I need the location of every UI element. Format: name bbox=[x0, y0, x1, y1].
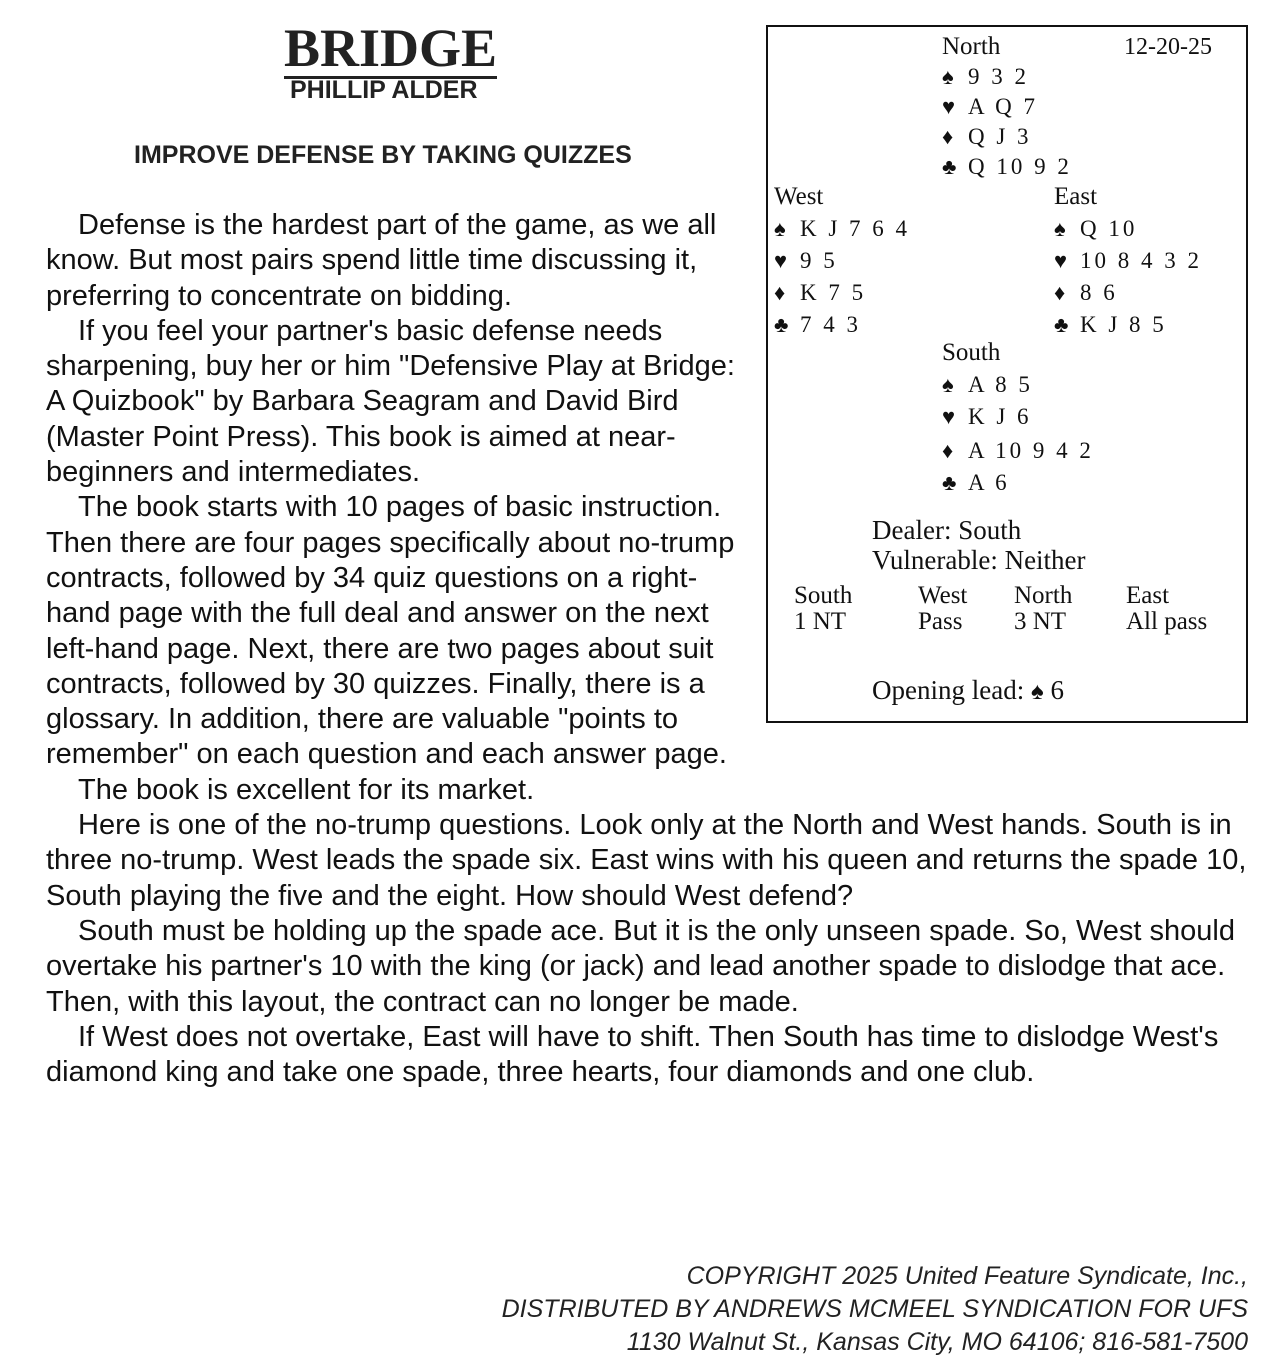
west-spades: ♠ K J 7 6 4 bbox=[774, 216, 911, 241]
heart-icon: ♥ bbox=[942, 404, 956, 429]
west-clubs: ♣ 7 4 3 bbox=[774, 312, 861, 337]
diamond-icon: ♦ bbox=[942, 438, 954, 463]
west-diamonds: ♦ K 7 5 bbox=[774, 280, 867, 305]
paragraph: The book starts with 10 pages of basic instruction. Then there are four pages specifically about no-trump contracts, followed by 34 quiz questions on a right-hand page with the full deal and answer on the next left-hand page. Next, there are two pages about suit contracts, followed by 30 quizzes. Finally, there is a glossary. In addition, there are valuable "points to remember" on each question and each answer page. bbox=[46, 491, 735, 771]
east-clubs: ♣ K J 8 5 bbox=[1054, 312, 1167, 337]
club-icon: ♣ bbox=[942, 154, 957, 179]
club-icon: ♣ bbox=[774, 312, 789, 337]
north-hearts: ♥ A Q 7 bbox=[942, 94, 1038, 119]
author-byline: PHILLIP ALDER bbox=[290, 76, 478, 104]
auction-call: 3 NT bbox=[1014, 608, 1067, 635]
spade-icon: ♠ bbox=[942, 64, 954, 89]
heart-icon: ♥ bbox=[774, 248, 788, 273]
paragraph: The book is excellent for its market. bbox=[78, 773, 535, 806]
diamond-icon: ♦ bbox=[1054, 280, 1066, 305]
deal-date: 12-20-25 bbox=[1124, 34, 1212, 60]
club-icon: ♣ bbox=[1054, 312, 1069, 337]
south-diamonds: ♦ A 10 9 4 2 bbox=[942, 438, 1094, 463]
heart-icon: ♥ bbox=[942, 94, 956, 119]
east-hearts: ♥ 10 8 4 3 2 bbox=[1054, 248, 1202, 273]
south-hearts: ♥ K J 6 bbox=[942, 404, 1032, 429]
east-spades: ♠ Q 10 bbox=[1054, 216, 1138, 241]
paragraph: If you feel your partner's basic defense needs sharpening, buy her or him "Defensive Play at Bridge: A Quizbook" by Barbara Seagram and David Bird (Master Point Press). This book is aimed at near-beginners and intermediates. bbox=[46, 314, 735, 489]
paragraph: Here is one of the no-trump questions. Look only at the North and West hands. South is in three no-trump. West leads the spade six. East wins with his queen and returns the spade 10, South playing the five and the eight. How should West defend? bbox=[46, 809, 1247, 912]
north-diamonds: ♦ Q J 3 bbox=[942, 124, 1032, 149]
spade-icon: ♠ bbox=[774, 216, 786, 241]
east-diamonds: ♦ 8 6 bbox=[1054, 280, 1118, 305]
opening-lead-card: 6 bbox=[1050, 675, 1064, 705]
diamond-icon: ♦ bbox=[942, 124, 954, 149]
auction-call: Pass bbox=[918, 608, 963, 635]
auction-seat: West bbox=[918, 582, 968, 609]
club-icon: ♣ bbox=[942, 470, 957, 495]
vulnerability-info: Vulnerable: Neither bbox=[872, 545, 1086, 575]
copyright-line: COPYRIGHT 2025 United Feature Syndicate, Inc., bbox=[686, 1262, 1248, 1290]
west-label: West bbox=[774, 183, 824, 210]
auction-call: All pass bbox=[1126, 608, 1208, 635]
north-clubs: ♣ Q 10 9 2 bbox=[942, 154, 1072, 179]
west-hearts: ♥ 9 5 bbox=[774, 248, 838, 273]
south-label: South bbox=[942, 339, 1001, 366]
south-spades: ♠ A 8 5 bbox=[942, 372, 1033, 397]
column-title: BRIDGE bbox=[284, 18, 498, 78]
auction-call: 1 NT bbox=[794, 608, 847, 635]
north-label: North bbox=[942, 33, 1001, 60]
distribution-line: DISTRIBUTED BY ANDREWS MCMEEL SYNDICATION FOR UFS bbox=[501, 1295, 1248, 1323]
north-spades: ♠ 9 3 2 bbox=[942, 64, 1029, 89]
article-body bbox=[46, 208, 1252, 1090]
heart-icon: ♥ bbox=[1054, 248, 1068, 273]
address-line: 1130 Walnut St., Kansas City, MO 64106; 816-581-7500 bbox=[626, 1328, 1248, 1356]
paragraph: South must be holding up the spade ace. But it is the only unseen spade. So, West should overtake his partner's 10 with the king (or jack) and lead another spade to dislodge that ace. Then, with this layout, the contract can no longer be made. bbox=[46, 914, 1235, 1018]
diagram-spacer bbox=[754, 208, 1252, 738]
south-clubs: ♣ A 6 bbox=[942, 470, 1010, 495]
copyright-footer bbox=[502, 1260, 1248, 1359]
paragraph: If West does not overtake, East will have to shift. Then South has time to dislodge West's diamond king and take one spade, three hearts, four diamonds and one club. bbox=[46, 1020, 1219, 1089]
article-headline: IMPROVE DEFENSE BY TAKING QUIZZES bbox=[134, 141, 632, 169]
east-label: East bbox=[1054, 183, 1098, 210]
auction-seat: East bbox=[1126, 582, 1170, 609]
dealer-info: Dealer: South bbox=[872, 515, 1022, 545]
spade-icon: ♠ bbox=[942, 372, 954, 397]
paragraph: Defense is the hardest part of the game, as we all know. But most pairs spend little time discussing it, preferring to concentrate on bidding. bbox=[46, 209, 717, 312]
spade-icon: ♠ bbox=[1030, 679, 1044, 705]
auction-seat: South bbox=[794, 582, 853, 609]
spade-icon: ♠ bbox=[1054, 216, 1066, 241]
opening-lead-label: Opening lead: bbox=[872, 675, 1025, 705]
diamond-icon: ♦ bbox=[774, 280, 786, 305]
auction-seat: North bbox=[1014, 582, 1073, 609]
